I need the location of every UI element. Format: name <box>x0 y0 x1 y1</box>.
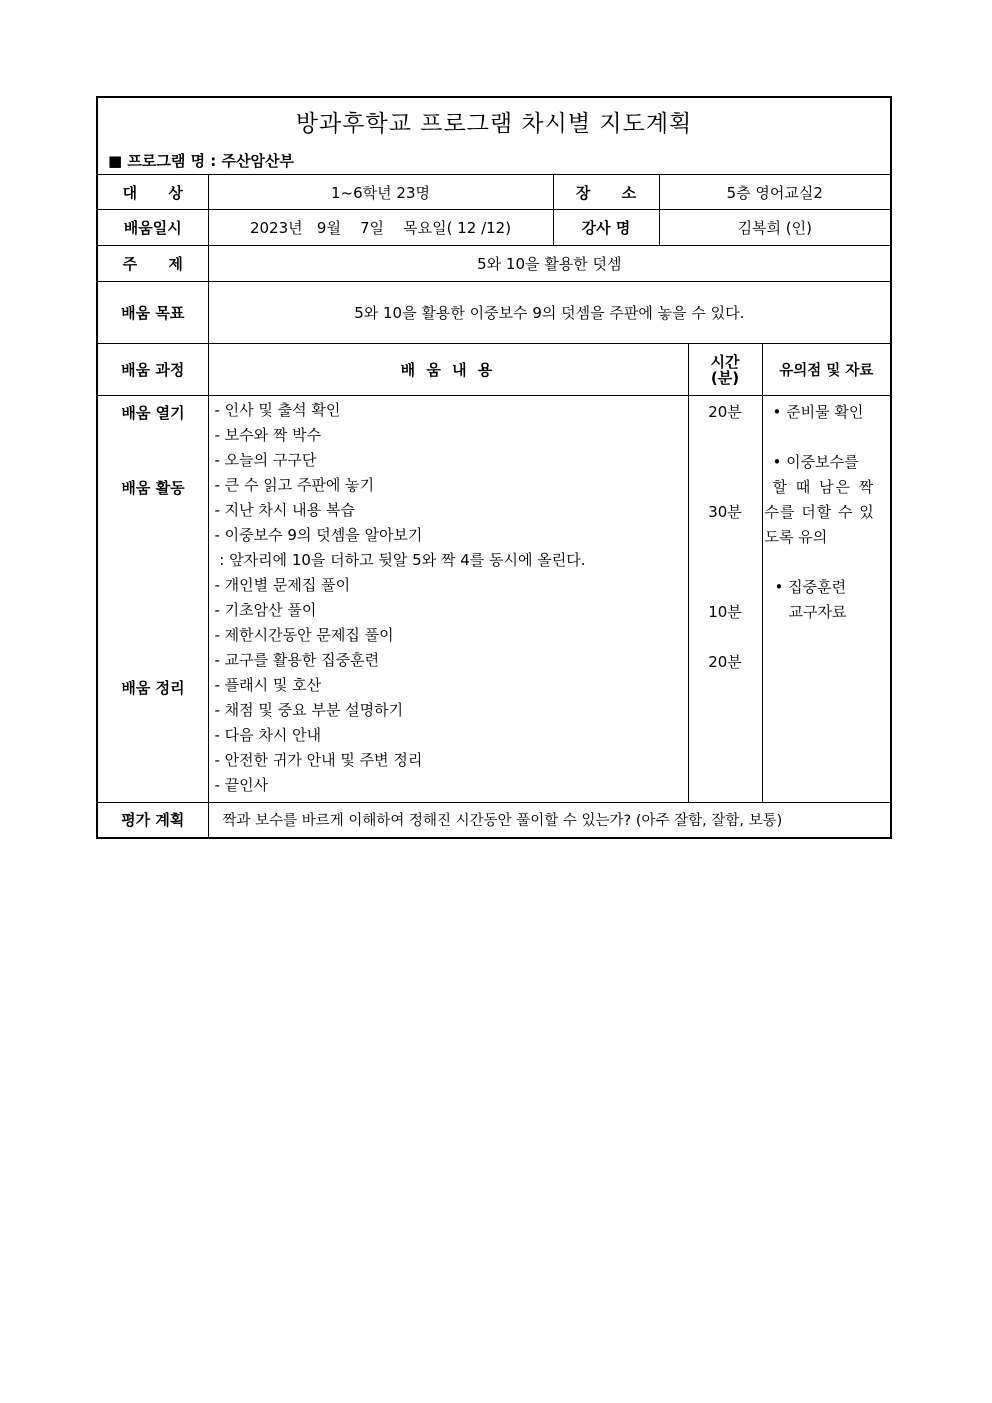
note-materials: • 준비물 확인 <box>772 403 864 421</box>
notes-header: 유의점 및 자료 <box>762 344 891 396</box>
lesson-plan-document <box>96 96 890 839</box>
list-item: - 보수와 짝 박수 <box>214 426 322 444</box>
stage-closing: 배움 정리 <box>121 679 185 697</box>
program-name: ■ 프로그램 명 : 주산암산부 <box>108 152 294 170</box>
target-value: 1~6학년 23명 <box>208 175 553 210</box>
goal-label: 배움 목표 <box>97 282 208 344</box>
topic-value: 5와 10을 활용한 덧셈 <box>208 246 891 282</box>
list-item: - 오늘의 구구단 <box>214 451 317 469</box>
time-activity: 30분 <box>708 503 742 521</box>
process-header: 배움 과정 <box>97 344 208 396</box>
notes-column <box>762 396 891 803</box>
date-value: 2023년 9월 7일 목요일( 12 /12) <box>208 210 553 246</box>
list-item: - 인사 및 출석 확인 <box>214 401 341 419</box>
place-label: 장 소 <box>553 175 659 210</box>
list-item: - 개인별 문제집 풀이 <box>214 576 351 594</box>
document-title: 방과후학교 프로그램 차시별 지도계획 <box>295 111 693 137</box>
list-item: - 지난 차시 내용 복습 <box>214 501 355 519</box>
list-item: - 이중보수 9의 덧셈을 알아보기 <box>214 526 423 544</box>
time-header-line1: 시간 <box>710 352 740 371</box>
teacher-value: 김복희 (인) <box>659 210 891 246</box>
time-opening: 20분 <box>708 403 742 421</box>
topic-label: 주 제 <box>97 246 208 282</box>
date-label: 배움일시 <box>97 210 208 246</box>
stage-column <box>97 396 208 803</box>
title-cell <box>97 97 891 175</box>
note-double-complement: • 이중보수를 할 때 남은 짝 수를 더할 수 있 도록 유의 <box>764 453 876 546</box>
list-item: - 플래시 및 호산 <box>214 676 322 694</box>
place-value: 5층 영어교실2 <box>659 175 891 210</box>
teacher-label: 강사 명 <box>553 210 659 246</box>
evaluation-label: 평가 계획 <box>97 803 208 838</box>
evaluation-value: 짝과 보수를 바르게 이해하여 정해진 시간동안 풀이할 수 있는가? (아주 잘함, 잘함, 보통) <box>208 803 891 838</box>
list-item: - 교구를 활용한 집중훈련 <box>214 651 380 669</box>
content-list <box>208 396 688 803</box>
target-label: 대 상 <box>97 175 208 210</box>
list-item: - 기초암산 풀이 <box>214 601 317 619</box>
list-item: - 안전한 귀가 안내 및 주변 정리 <box>214 751 423 769</box>
goal-value: 5와 10을 활용한 이중보수 9의 덧셈을 주판에 놓을 수 있다. <box>208 282 891 344</box>
list-item: : 앞자리에 10을 더하고 뒷알 5와 짝 4를 동시에 올린다. <box>214 551 586 569</box>
note-training-materials: • 집중훈련 교구자료 <box>774 578 847 621</box>
time-practice: 10분 <box>708 603 742 621</box>
content-header: 배 움 내 용 <box>208 344 688 396</box>
time-column <box>688 396 762 803</box>
list-item: - 큰 수 읽고 주판에 놓기 <box>214 476 375 494</box>
time-header-line2: (분) <box>710 368 740 387</box>
lesson-plan-table <box>96 96 892 839</box>
stage-activity: 배움 활동 <box>121 479 185 497</box>
stage-opening: 배움 열기 <box>121 404 185 422</box>
time-closing: 20분 <box>708 653 742 671</box>
list-item: - 끝인사 <box>214 776 269 794</box>
list-item: - 다음 차시 안내 <box>214 726 322 744</box>
list-item: - 채점 및 중요 부분 설명하기 <box>214 701 404 719</box>
time-header <box>688 344 762 396</box>
list-item: - 제한시간동안 문제집 풀이 <box>214 626 394 644</box>
